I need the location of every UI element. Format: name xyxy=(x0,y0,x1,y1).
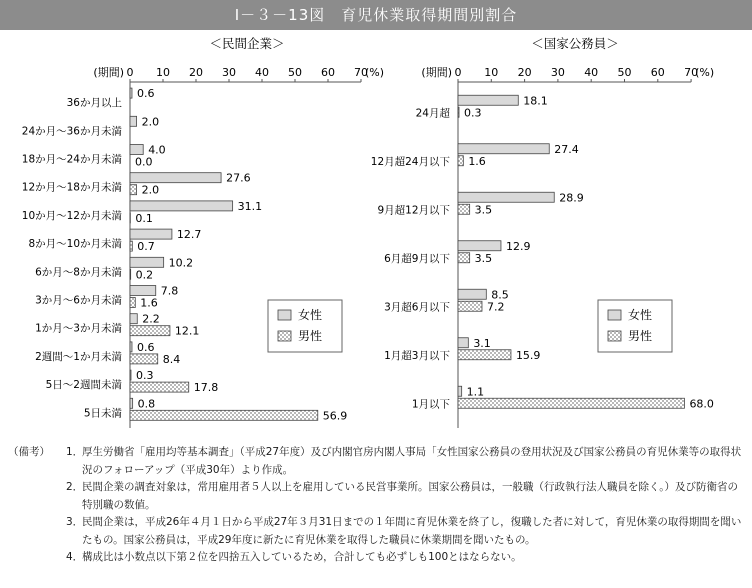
private-female-value-2: 4.0 xyxy=(148,143,166,157)
note-text: 厚生労働省「雇用均等基本調査」（平成27年度）及び内閣官房内閣人事局「女性国家公務員の登用状況及び国家公務員の育児休業等の取得状況のフォローアップ（平成30年）より作成。 xyxy=(82,446,742,476)
national-female-bar-4 xyxy=(458,289,486,299)
national-tick-label-7: 70 xyxy=(684,66,699,79)
national-male-bar-0 xyxy=(458,107,459,117)
note-number: 3． xyxy=(66,516,84,528)
national-male-value-0: 0.3 xyxy=(463,106,482,120)
national-tick-label-3: 30 xyxy=(550,66,565,79)
private-male-value-10: 17.8 xyxy=(193,381,219,395)
private-female-bar-1 xyxy=(130,116,137,126)
note-text: 民間企業の調査対象は，常用雇用者５人以上を雇用している民営事業所。国家公務員は，一般職（行政執行法人職員を除く。）及び防衛省の特別職の数値。 xyxy=(82,481,739,511)
private-male-value-4: 0.1 xyxy=(135,211,153,225)
private-female-value-1: 2.0 xyxy=(141,115,160,129)
private-female-bar-4 xyxy=(130,201,233,211)
private-category-label-11: 5日未満 xyxy=(83,407,122,420)
note-lead: （備考） xyxy=(8,446,50,458)
private-female-value-4: 31.1 xyxy=(237,199,263,213)
note-item xyxy=(8,514,748,549)
national-female-value-5: 3.1 xyxy=(473,336,491,350)
national-male-value-5: 15.9 xyxy=(515,348,541,362)
private-male-value-7: 1.6 xyxy=(140,296,158,310)
national-female-value-3: 12.9 xyxy=(505,239,531,253)
private-female-value-0: 0.6 xyxy=(136,87,155,101)
national-tick-label-6: 60 xyxy=(650,66,665,79)
private-female-value-8: 2.2 xyxy=(142,312,160,326)
private-tick-label-4: 40 xyxy=(255,66,269,79)
national-legend-label-male: 男性 xyxy=(628,329,653,343)
national-category-label-4: 3月超6月以下 xyxy=(384,301,450,314)
national-male-bar-6 xyxy=(458,398,684,408)
private-tick-label-5: 50 xyxy=(288,66,302,79)
national-female-value-6: 1.1 xyxy=(466,385,485,399)
national-male-value-1: 1.6 xyxy=(468,154,486,168)
note-item xyxy=(8,444,748,479)
national-category-label-1: 12月超24月以下 xyxy=(370,155,450,168)
national-female-bar-0 xyxy=(458,95,518,105)
notes-section xyxy=(8,444,748,567)
private-female-value-11: 0.8 xyxy=(137,397,156,411)
national-legend-label-female: 女性 xyxy=(628,308,653,322)
private-category-label-6: 6か月～8か月未満 xyxy=(35,266,122,279)
private-tick-label-7: 70 xyxy=(354,66,368,79)
private-category-label-5: 8か月～10か月未満 xyxy=(28,238,122,251)
national-female-value-2: 28.9 xyxy=(559,191,584,205)
note-number: 2． xyxy=(66,481,84,493)
private-xunit: (%) xyxy=(365,66,385,79)
private-female-bar-10 xyxy=(130,370,131,380)
private-female-bar-8 xyxy=(130,314,137,324)
national-female-bar-5 xyxy=(458,338,468,348)
national-tick-label-0: 0 xyxy=(454,66,462,79)
private-legend-label-male: 男性 xyxy=(298,329,323,343)
private-chart-title: ＜民間企業＞ xyxy=(209,36,285,51)
private-tick-label-3: 30 xyxy=(222,66,236,79)
note-text: 民間企業は，平成26年４月１日から平成27年３月31日までの１年間に育児休業を終了し，復職した者に対して，育児休業の取得期間を聞いたもの。国家公務員は，平成29年度に新たに育児休業を取得した職員に休業期間を聞いたもの。 xyxy=(82,516,742,546)
national-female-bar-2 xyxy=(458,192,554,202)
note-lead xyxy=(8,479,66,514)
national-female-value-4: 8.5 xyxy=(491,288,509,302)
private-female-bar-2 xyxy=(130,145,143,155)
national-chart-title: ＜国家公務員＞ xyxy=(531,36,619,51)
national-male-bar-1 xyxy=(458,156,463,166)
private-female-bar-3 xyxy=(130,173,221,183)
private-female-bar-5 xyxy=(130,229,172,239)
private-category-label-1: 24か月～36か月未満 xyxy=(21,125,122,138)
national-male-bar-2 xyxy=(458,204,470,214)
private-female-value-6: 10.2 xyxy=(168,256,194,270)
private-male-bar-3 xyxy=(130,185,137,195)
national-male-value-3: 3.5 xyxy=(474,251,493,265)
private-male-value-2: 0.0 xyxy=(135,155,153,169)
national-male-bar-5 xyxy=(458,350,511,360)
national-female-bar-3 xyxy=(458,241,501,251)
private-male-value-6: 0.2 xyxy=(135,268,154,282)
private-category-label-10: 5日～2週間未満 xyxy=(45,379,122,392)
private-male-bar-8 xyxy=(130,326,170,336)
national-male-value-4: 7.2 xyxy=(486,300,505,314)
national-category-label-6: 1月以下 xyxy=(411,398,450,411)
private-male-bar-10 xyxy=(130,382,189,392)
private-legend-label-female: 女性 xyxy=(298,308,323,322)
private-category-label-0: 36か月以上 xyxy=(66,97,122,110)
private-female-value-9: 0.6 xyxy=(136,340,155,354)
note-item xyxy=(8,479,748,514)
national-male-bar-3 xyxy=(458,253,470,263)
national-female-value-1: 27.4 xyxy=(554,142,579,156)
private-male-value-11: 56.9 xyxy=(322,409,348,423)
private-female-value-10: 0.3 xyxy=(135,369,154,383)
national-male-bar-4 xyxy=(458,301,482,311)
national-male-value-6: 68.0 xyxy=(689,397,714,411)
national-male-value-2: 3.5 xyxy=(474,203,493,217)
private-tick-label-1: 10 xyxy=(156,66,170,79)
note-number: 4． xyxy=(66,551,84,563)
note-number: 1． xyxy=(66,446,84,458)
private-female-bar-7 xyxy=(130,286,156,296)
private-female-value-7: 7.8 xyxy=(160,284,179,298)
national-category-label-2: 9月超12月以下 xyxy=(377,204,450,217)
private-tick-label-6: 60 xyxy=(321,66,335,79)
note-lead xyxy=(8,514,66,549)
national-category-label-3: 6月超9月以下 xyxy=(384,252,450,265)
national-legend-swatch-female xyxy=(608,310,621,320)
private-category-label-4: 10か月～12か月未満 xyxy=(21,209,122,222)
private-male-value-3: 2.0 xyxy=(141,183,160,197)
figure-title: Ⅰ－３－13図 育児休業取得期間別割合 xyxy=(0,0,752,30)
national-tick-label-1: 10 xyxy=(484,66,499,79)
private-tick-label-0: 0 xyxy=(126,66,134,79)
note-item xyxy=(8,549,748,567)
private-female-bar-9 xyxy=(130,342,132,352)
national-category-label-0: 24月超 xyxy=(415,107,450,120)
private-category-label-7: 3か月～6か月未満 xyxy=(35,294,122,307)
private-category-label-3: 12か月～18か月未満 xyxy=(21,181,122,194)
charts-area xyxy=(0,30,752,442)
private-male-bar-7 xyxy=(130,298,135,308)
private-female-bar-0 xyxy=(130,88,132,98)
private-category-label-8: 1か月～3か月未満 xyxy=(35,322,122,335)
private-tick-label-2: 20 xyxy=(189,66,203,79)
private-male-bar-9 xyxy=(130,354,158,364)
private-female-value-3: 27.6 xyxy=(226,171,251,185)
note-text: 構成比は小数点以下第２位を四捨五入しているため，合計しても必ずしも100とはならない。 xyxy=(82,551,522,563)
private-male-bar-5 xyxy=(130,241,132,251)
private-male-value-9: 8.4 xyxy=(162,352,181,366)
national-female-bar-1 xyxy=(458,144,549,154)
private-legend-swatch-female xyxy=(278,310,291,320)
national-female-value-0: 18.1 xyxy=(523,94,548,108)
note-lead xyxy=(8,549,66,567)
private-male-value-8: 12.1 xyxy=(174,324,200,338)
private-ylabel: (期間) xyxy=(93,66,124,79)
private-female-bar-11 xyxy=(130,398,133,408)
national-ylabel: (期間) xyxy=(421,66,452,79)
private-legend-swatch-male xyxy=(278,331,291,341)
private-male-bar-6 xyxy=(130,269,131,279)
private-female-value-5: 12.7 xyxy=(176,228,202,242)
private-female-bar-6 xyxy=(130,257,164,267)
private-category-label-9: 2週間～1か月未満 xyxy=(35,350,122,363)
national-legend-swatch-male xyxy=(608,331,621,341)
private-category-label-2: 18か月～24か月未満 xyxy=(21,153,122,166)
national-female-bar-6 xyxy=(458,386,462,396)
national-tick-label-4: 40 xyxy=(584,66,599,79)
national-tick-label-5: 50 xyxy=(617,66,632,79)
private-male-bar-11 xyxy=(130,410,318,420)
national-xunit: (%) xyxy=(695,66,715,79)
national-tick-label-2: 20 xyxy=(517,66,532,79)
national-category-label-5: 1月超3月以下 xyxy=(384,349,450,362)
private-male-value-5: 0.7 xyxy=(137,240,155,254)
